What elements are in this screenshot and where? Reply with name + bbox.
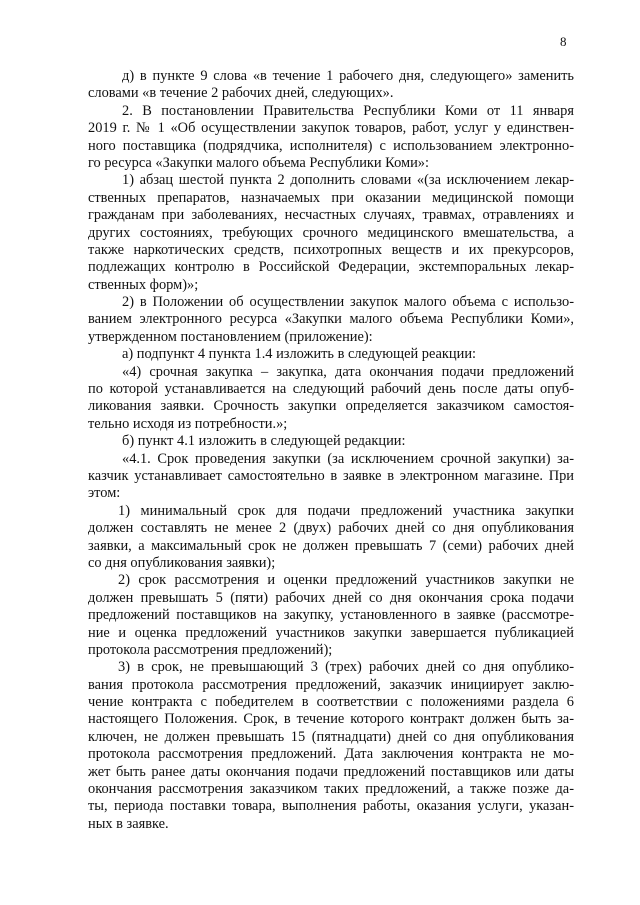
paragraph (88, 294, 574, 346)
text-line: 2) в Положении об осуществлении закупок малого объема с использо- (122, 294, 574, 311)
text-line: должен составлять не менее 2 (двух) рабочих дней со дня опубликования (88, 520, 574, 537)
paragraph (88, 68, 574, 103)
text-line: утвержденном постановлением (приложение): (88, 328, 373, 345)
text-line: ключен, не должен превышать 15 (пятнадцати) дней со дня опубликования (88, 728, 574, 745)
text-line: этом: (88, 485, 121, 502)
paragraph (88, 364, 574, 434)
paragraph (88, 433, 574, 450)
text-line: жет быть ранее даты окончания подачи предложений поставщиков или даты (88, 763, 574, 780)
text-line: по которой устанавливается на следующий рабочий день после даты опуб- (88, 381, 574, 398)
text-line: также наркотических средств, психотропных веществ и их прекурсоров, (88, 241, 574, 258)
text-line: «4) срочная закупка – закупка, дата окончания подачи предложений (122, 363, 574, 380)
text-line: ванием электронного ресурса «Закупки малого объема Республики Коми», (88, 311, 574, 328)
paragraph (88, 572, 574, 659)
text-line: ных в заявке. (88, 815, 169, 832)
text-line: заявки, а максимальный срок не должен превышать 7 (семи) рабочих дней (88, 537, 574, 554)
text-line: 2019 г. № 1 «Об осуществлении закупок товаров, работ, услуг у единствен- (88, 120, 574, 137)
paragraph (88, 346, 574, 363)
text-line: 1) абзац шестой пункта 2 дополнить словами «(за исключением лекар- (122, 172, 574, 189)
text-line: гражданам при заболеваниях, несчастных случаях, травмах, отравлениях и (88, 207, 574, 224)
text-line: б) пункт 4.1 изложить в следующей редакции: (122, 433, 406, 450)
text-line: ты, периода поставки товара, выполнения работы, оказания услуги, указан- (88, 798, 574, 815)
paragraph (88, 659, 574, 833)
text-line: должен превышать 5 (пяти) рабочих дней со дня окончания срока подачи (88, 589, 574, 606)
text-line: ликования заявки. Срочность закупки определяется заказчиком самостоя- (88, 398, 574, 415)
text-line: казчик устанавливает самостоятельно в заявке в электронном магазине. При (88, 467, 574, 484)
text-line: со дня опубликования заявки); (88, 554, 276, 571)
text-line: го ресурса «Закупки малого объема Республики Коми»: (88, 154, 429, 171)
text-line: протокола рассмотрения предложений. Дата заключения контракта не мо- (88, 746, 574, 763)
text-line: ние и оценка предложений участников закупки завершается публикацией (88, 624, 574, 641)
text-line: д) в пункте 9 слова «в течение 1 рабочего дня, следующего» заменить (122, 68, 574, 84)
paragraph (88, 503, 574, 573)
text-line: а) подпункт 4 пункта 1.4 изложить в следующей реакции: (122, 346, 477, 363)
text-line: «4.1. Срок проведения закупки (за исключением срочной закупки) за- (122, 450, 574, 467)
text-line: 1) минимальный срок для подачи предложений участника закупки (118, 502, 574, 519)
text-line: 2) срок рассмотрения и оценки предложений участников закупки не (118, 572, 574, 589)
text-line: вания протокола рассмотрения предложений, заказчик инициирует заклю- (88, 676, 574, 693)
text-line: словами «в течение 2 рабочих дней, следующих». (88, 85, 394, 102)
text-line: чение контракта с победителем в соответствии с положениями раздела 6 (88, 694, 574, 711)
text-line: 2. В постановлении Правительства Республики Коми от 11 января (122, 102, 574, 119)
page-number: 8 (560, 34, 567, 49)
text-line: подлежащих контролю в Российской Федерации, экстемпоральных лекар- (88, 259, 574, 276)
text-line: ного поставщика (подрядчика, исполнителя) с использованием электронно- (88, 137, 574, 154)
text-line: ственных препаратов, назначаемых при оказании медицинской помощи (88, 189, 574, 206)
text-line: предложений поставщиков на закупку, установленного в заявке (рассмотре- (88, 607, 574, 624)
text-line: 3) в срок, не превышающий 3 (трех) рабочих дней со дня опублико- (118, 659, 574, 676)
document-body (88, 68, 574, 833)
paragraph (88, 172, 574, 294)
text-line: других состояниях, требующих срочного медицинского вмешательства, а (88, 224, 574, 241)
text-line: настоящего Положения. Срок, в течение которого контракт должен быть за- (88, 711, 574, 728)
paragraph (88, 103, 574, 173)
text-line: тельно исходя из потребности.»; (88, 415, 288, 432)
paragraph (88, 451, 574, 503)
text-line: протокола рассмотрения предложений); (88, 641, 333, 658)
text-line: ственных форм)»; (88, 276, 199, 293)
text-line: окончания рассмотрения заказчиком таких предложений, а также позже да- (88, 781, 574, 798)
